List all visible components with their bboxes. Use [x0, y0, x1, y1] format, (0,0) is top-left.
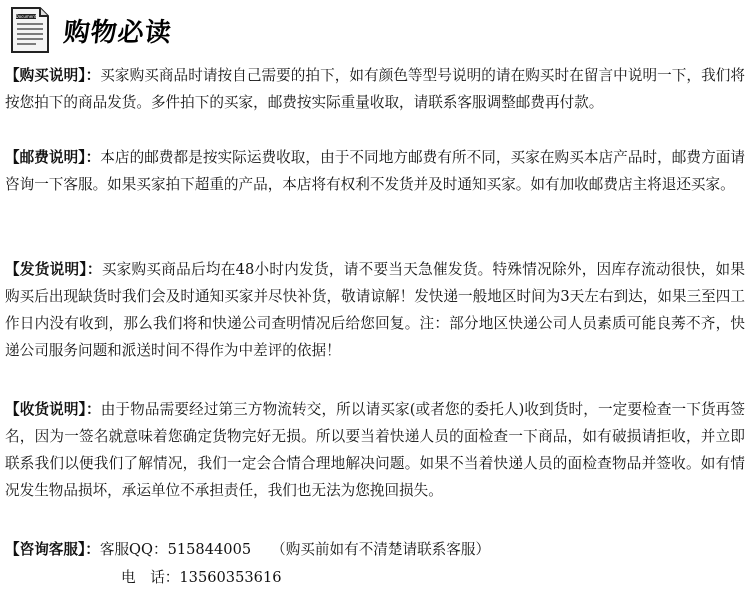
contact-row-phone [5, 564, 745, 592]
section-label: 【收货说明】： [5, 401, 101, 418]
section-label: 【发货说明】： [5, 261, 102, 278]
contact-section [5, 536, 745, 592]
section-label: 【邮费说明】： [5, 149, 101, 166]
section-text: 由于物品需要经过第三方物流转交，所以请买家(或者您的委托人)收到货时，一定要检查一下货再签名，因为一签名就意味着您确定货物完好无损。所以要当着快递人员的面检查一下商品，如有破损请拒收，并立即联系我们以便我们了解情况，我们一定会合情合理地解决问题。如果不当着快递人员的面检查物品并签收。如有情况发生物品损坏，承运单位不承担责任，我们也无法为您挽回损失。 [5, 401, 745, 499]
section-text: 买家购买商品后均在48小时内发货，请不要当天急催发货。特殊情况除外，因库存流动很快，如果购买后出现缺货时我们会及时通知买家并尽快补货，敬请谅解！发快递一般地区时间为3天左右到达，如果三至四工作日内没有收到，那么我们将和快递公司查明情况后给您回复。注：部分地区快递公司人员素质可能良莠不齐，快递公司服务问题和派送时间不得作为中差评的依据！ [5, 261, 746, 359]
document-icon [8, 6, 52, 54]
section-text: 买家购买商品时请按自己需要的拍下，如有颜色等型号说明的请在购买时在留言中说明一下，我们将按您拍下的商品发货。多件拍下的买家，邮费按实际重量收取，请联系客服调整邮费再付款。 [5, 67, 745, 111]
section-text: 本店的邮费都是按实际运费收取，由于不同地方邮费有所不同，买家在购买本店产品时，邮费方面请咨询一下客服。如果买家拍下超重的产品，本店将有权利不发货并及时通知买家。如有加收邮费店主将退还买家。 [5, 149, 745, 193]
document-icon-text: Document [15, 14, 37, 19]
contact-note: （购买前如有不清楚请联系客服） [271, 541, 491, 558]
contact-qq: 客服QQ：515844005 [99, 541, 252, 558]
delivery-notes-section [5, 256, 745, 364]
page-header [8, 5, 172, 55]
section-label: 【购买说明】： [5, 67, 101, 84]
contact-row-qq [5, 536, 745, 564]
page-title: 购物必读 [62, 17, 174, 48]
contact-phone: 电 话：13560353616 [121, 569, 282, 586]
receiving-notes-section [5, 396, 745, 504]
purchase-notes-section [5, 62, 745, 116]
shipping-fee-section [5, 144, 745, 198]
contact-label: 【咨询客服】： [5, 541, 100, 558]
